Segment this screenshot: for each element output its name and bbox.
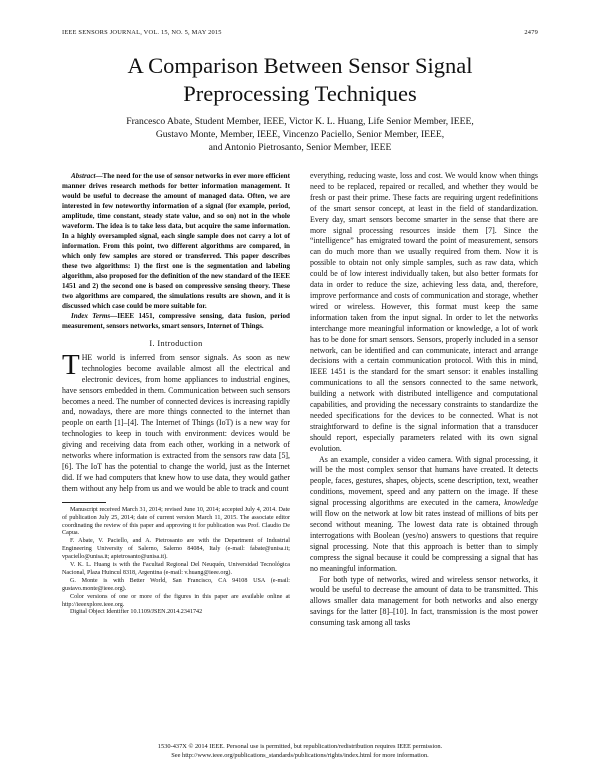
index-terms: Index Terms—IEEE 1451, compressive sensing, data fusion, period measurement, sensors networks, smart sensors, Internet of Things.	[62, 312, 290, 330]
authors-line-2: Gustavo Monte, Member, IEEE, Vincenzo Paciello, Senior Member, IEEE,	[155, 129, 445, 141]
body-paragraph-2	[310, 455, 538, 575]
footnote-affiliation-salerno: F. Abate, V. Paciello, and A. Pietrosanto are with the Department of Industrial Engineering University of Salerno, Salerno 84084, Italy (e-mail: fabate@unisa.it; vpaciello@unisa.it; apietrosanto@unisa.it).	[62, 538, 290, 561]
index-terms-lead: Index Terms	[71, 312, 111, 320]
footnote-color-versions: Color versions of one or more of the figures in this paper are available online at http://ieeexplore.ieee.org.	[62, 593, 290, 608]
footnote-affiliation-betterworld: G. Monte is with Better World, San Francisco, CA 94108 USA (e-mail: gustavo.monte@ieee.org).	[62, 577, 290, 592]
body-paragraph-1: everything, reducing waste, loss and cost. We would know when things need to be replaced, repaired or recalled, and whether they would be fresh or past their prime. These facts are requiring urgent redefinitions of the smart sensor concept, at least in the field of standardization. Every day, smart sensors become smarter in the sense that there are more signal processing resources inside them [7]. Since the “intelligence” has emigrated toward the point of measurement, sensors can do much more than we usually required from them. Now it is possible to obtain not only simple samples, such as raw data, which could be of low interest individually taken, but also better formats for data in order to reduce the size, achieving less data, and, therefore, improve performance and costs of communication and storage, whether wired or wireless. However, this format must keep the same information taken from the input signal. In order to let the networks interchange more meaningful information or knowledge, a lot of work has to be done for smart sensors. Sensors, properly included in a sensor network, can be identified and can communicate, interact and arrange decisions with a certain communication protocol. With this in mind, IEEE 1451 is the standard for the smart sensor: it enables installing communications to all the sensors connected to the same network, building a network with distributed intelligence and computational capabilities, and providing the necessary constraints to standardize the needed specifications for the devices to be connected. What is not straightforward to define is the signal information that a transducer should report, especially parameters related with its own signal evolution.	[310, 171, 538, 453]
index-terms-text: IEEE 1451, compressive sensing, data fusion, period measurement, sensors networks, smart sensors, Internet of Things.	[62, 312, 290, 330]
intro-paragraph-1-text: HE world is inferred from sensor signals. As soon as new technologies become available almost all the electrical and electronic devices, from home appliances to industrial engines, have sensors embedded in them. Communication between such sensors becomes a need. The number of connected devices is increasing rapidly and, nowadays, there are more things connected to the internet than people on earth [1]–[4]. The Internet of Things (IoT) is a new way for technologies to keep in touch with environment: devices would be giving and receiving data from each other, working in a network of networks where information is extracted from the sensors raw data [5], [6]. The IoT has the potential to change the world, just as the Internet did. If we had computers that knew how to use data, they would gather them without any help from us and we would be able to track and count	[62, 352, 290, 493]
abstract: Abstract—The need for the use of sensor networks in ever more efficient manner drives research methods for better information management. It would be useful to decrease the amount of managed data. Often, we are interested in few noteworthy information of a signal (for example, period, amplitude, time constant, steady state value, and so on) not in the whole waveform. The idea is to take less data, but acquire the same information. In a highly oversampled signal, each single sample does not carry a lot of information. From this point, two different algorithms are compared, in which only few samples are stored or transferred. This paper describes these two algorithms: 1) the first one is the segmentation and labeling algorithm, also proposed for the definition of the new standard of the IEEE 1451 and 2) the second one is based on compressive sensing theory. These two algorithms are compared, the simulations results are shown, and it is discussed which case could be more suitable for.	[62, 172, 290, 310]
body-paragraph-2-part-a: As an example, consider a video camera. With signal processing, it will be the most complex sensor that humans have created. It detects people, faces, gestures, shapes, objects, scene description, text, weather conditions, movement, speed and any pattern on the image. If these signal processing algorithms are executed in the camera,	[310, 454, 538, 508]
drop-cap: T	[62, 348, 80, 381]
journal-header: IEEE SENSORS JOURNAL, VOL. 15, NO. 5, MAY 2015	[62, 29, 222, 36]
page-number: 2479	[524, 29, 538, 36]
footnote-divider	[62, 502, 106, 503]
abstract-text: The need for the use of sensor networks in ever more efficient manner drives research methods for better information management. It would be useful to decrease the amount of managed data. Often, we are interested in few noteworthy information of a signal (for example, period, amplitude, time constant, steady state value, and so on) not in the whole waveform. The idea is to take less data, but acquire the same information. In a highly oversampled signal, each single sample does not carry a lot of information. From this point, two different algorithms are compared, in which only few samples are stored or transferred. This paper describes these two algorithms: 1) the first one is the segmentation and labeling algorithm, also proposed for the definition of the new standard of the IEEE 1451 and 2) the second one is based on compressive sensing theory. These two algorithms are compared, the simulations results are shown, and it is discussed which case could be more suitable for.	[62, 172, 290, 310]
footnotes	[62, 507, 290, 618]
intro-paragraph-1	[62, 348, 290, 495]
footnote-affiliation-neuquen: V. K. L. Huang is with the Facultad Regional Del Neuquén, Universidad Tecnológica Nacional, Plaza Huincul 8318, Argentina (e-mail: v.huang@ieee.org).	[62, 562, 290, 576]
footnote-manuscript: Manuscript received March 31, 2014; revised June 10, 2014; accepted July 4, 2014. Date of publication July 25, 2014; date of current version March 11, 2015. The associate editor coordinating the review of this paper and approving it for publication was Prof. Claudio De Capua.	[62, 506, 290, 537]
knowledge-emphasis: knowledge	[504, 498, 538, 508]
copyright-line-1: 1530-437X © 2014 IEEE. Personal use is permitted, but republication/redistribution requires IEEE permission.	[157, 743, 443, 750]
copyright-notice	[62, 742, 538, 760]
body-paragraph-3: For both type of networks, wired and wireless sensor networks, it would be useful to decrease the amount of data to be transmitted. This allows smaller data management for both networks and also energy savings for the latter [8]–[10]. In fact, transmission is the most power consuming task among all tasks	[310, 574, 538, 628]
section-heading-introduction: I. Introduction	[149, 339, 203, 348]
authors-line-3: and Antonio Pietrosanto, Senior Member, IEEE	[208, 142, 392, 154]
abstract-lead: Abstract	[71, 172, 96, 180]
left-column	[62, 171, 290, 617]
paper-title	[62, 52, 538, 108]
author-list	[62, 115, 538, 155]
title-line-2: Preprocessing Techniques	[183, 81, 417, 106]
title-line-1: A Comparison Between Sensor Signal	[127, 53, 473, 78]
body-paragraph-2-part-b: will flow on the network at low bit rates instead of millions of bits per second without meaning. The lowest data rate is obtained through interrogations with Boolean (yes/no) answers to questions that require signal processing. Note that this approach is better than to simply compress the signal because it could be compressing a signal that has no meaningful information.	[310, 509, 538, 573]
copyright-line-2: See http://www.ieee.org/publications_standards/publications/rights/index.html for more information.	[171, 752, 429, 759]
footnote-doi: Digital Object Identifier 10.1109/JSEN.2014.2341742	[70, 609, 203, 616]
authors-line-1: Francesco Abate, Student Member, IEEE, Victor K. L. Huang, Life Senior Member, IEEE,	[126, 116, 474, 127]
right-column	[310, 171, 538, 629]
